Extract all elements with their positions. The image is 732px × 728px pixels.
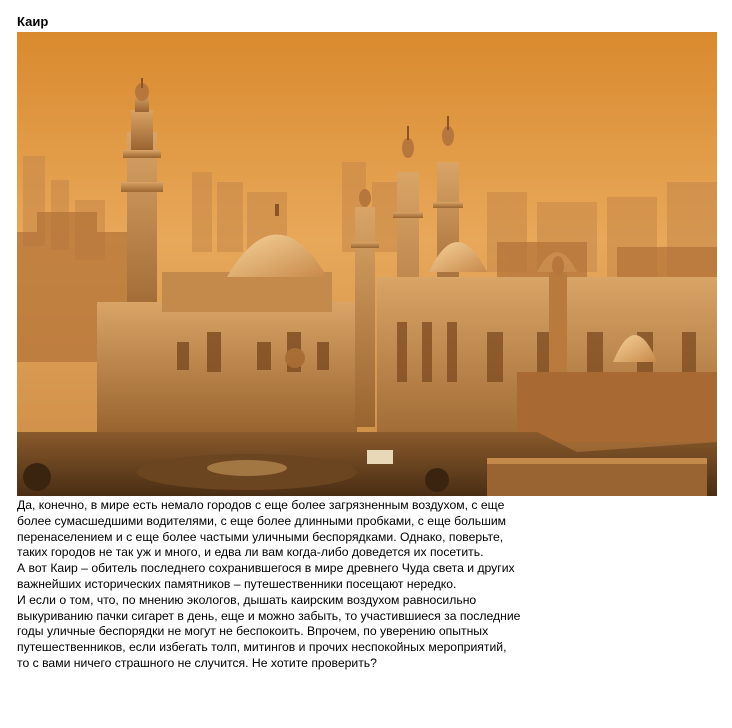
paragraph-1: Да, конечно, в мире есть немало городов с еще более загрязненным воздухом, с еще более сумасшедшими водителями, с еще более длинными пробками, с еще большим перенаселением и с еще более частыми уличными беспорядками. Однако, поверьте, таких городов не так уж и много, и едва ли вам когда-либо доведется их посетить. (17, 498, 507, 560)
cairo-mosques-photo (17, 32, 717, 496)
article-title: Каир (17, 14, 49, 29)
article-text (17, 498, 522, 672)
paragraph-3: И если о том, что, по мнению экологов, дышать каирским воздухом равносильно выкуриванию пачки сигарет в день, еще и можно забыть, то участившиеся за последние годы уличные беспорядки не могут не беспокоить. Впрочем, по уверению опытных путешественников, если избегать толп, митингов и прочих неспокойных мероприятий, то с вами ничего страшного не случится. Не хотите проверить? (17, 592, 521, 670)
paragraph-2: А вот Каир – обитель последнего сохранившегося в мире древнего Чуда света и других важнейших исторических памятников – путешественники посещают нередко. (17, 561, 515, 591)
